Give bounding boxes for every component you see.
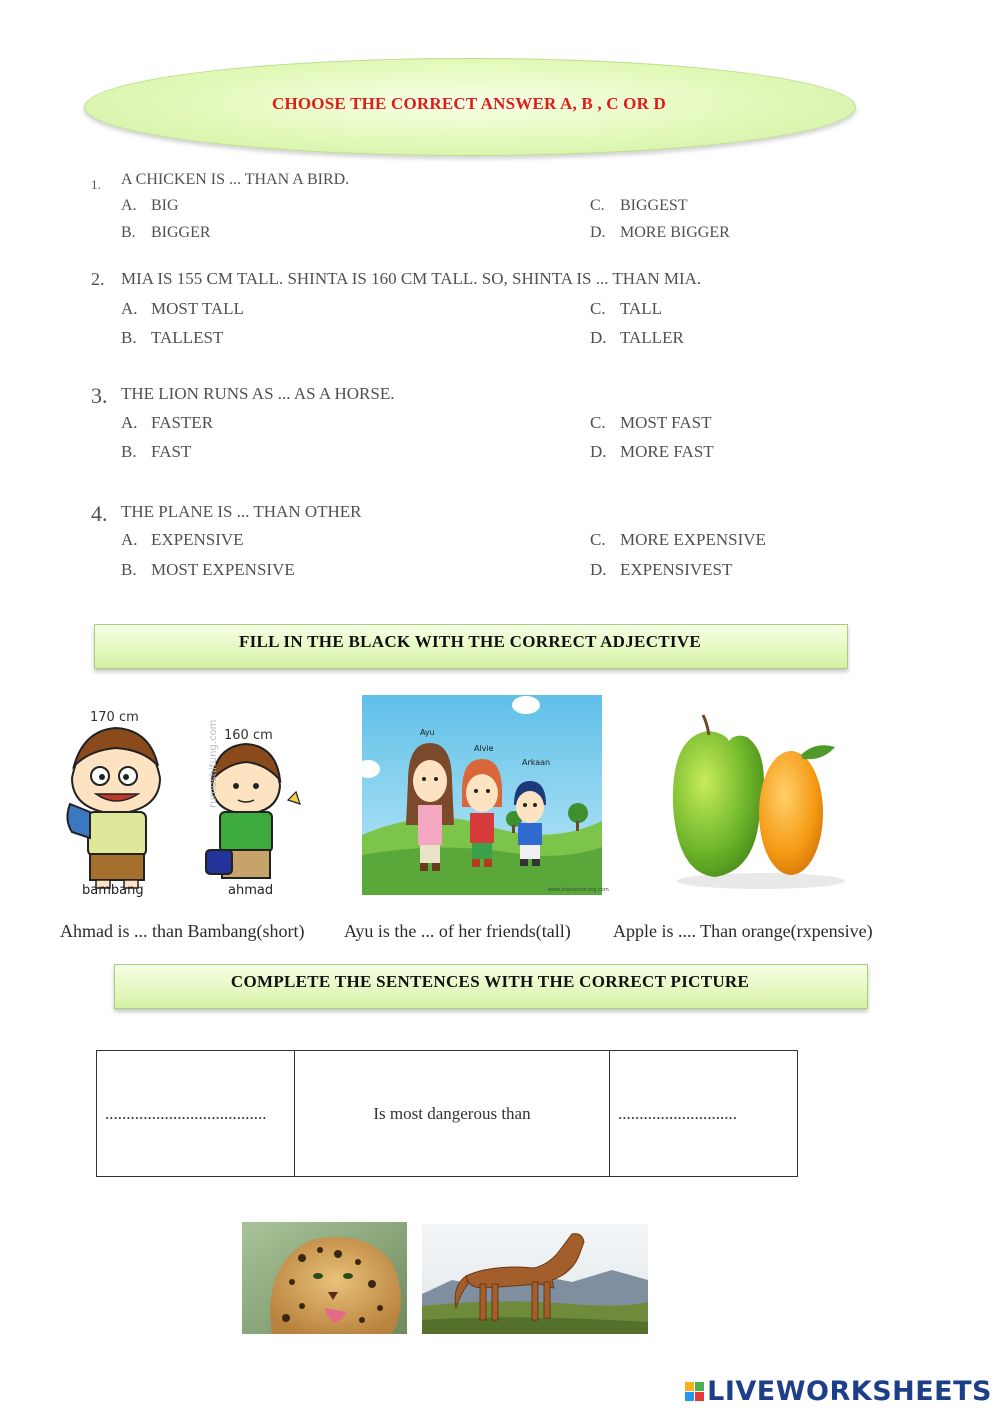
- blank-cell-left[interactable]: ......................................: [97, 1051, 295, 1176]
- watermark-text: rumushitung.com: [208, 719, 219, 808]
- friends-image: [362, 695, 609, 895]
- q3-option-a[interactable]: A. FASTER: [121, 413, 214, 432]
- q3-option-b[interactable]: B. FAST: [121, 442, 192, 461]
- horse-image[interactable]: [422, 1224, 648, 1334]
- alvie-label: Alvie: [474, 744, 494, 753]
- apple-orange-image: [663, 695, 845, 895]
- sentence-cell-middle: Is most dangerous than: [295, 1051, 610, 1176]
- q4-option-a[interactable]: A. EXPENSIVE: [121, 530, 244, 549]
- q2-option-b[interactable]: B. TALLEST: [121, 328, 224, 347]
- q4-option-b[interactable]: B. MOST EXPENSIVE: [121, 560, 295, 579]
- question-2-number: 2.: [91, 269, 105, 289]
- boys-height-image: [60, 700, 320, 900]
- caption-2: Ayu is the ... of her friends(tall): [344, 921, 571, 941]
- question-2-text: MIA IS 155 CM TALL. SHINTA IS 160 CM TALL. SO, SHINTA IS ... THAN MIA.: [121, 269, 702, 288]
- q3-option-c[interactable]: C. MOST FAST: [590, 413, 712, 432]
- ayu-label: Ayu: [420, 728, 435, 737]
- q4-option-c[interactable]: C. MORE EXPENSIVE: [590, 530, 766, 549]
- q1-option-d[interactable]: D. MORE BIGGER: [590, 224, 730, 241]
- q3-option-d[interactable]: D. MORE FAST: [590, 442, 714, 461]
- sentence-table: [96, 1050, 798, 1177]
- logo-mark-icon: [685, 1382, 704, 1401]
- question-1-number: 1.: [91, 177, 101, 192]
- section-2-title: FILL IN THE BLACK WITH THE CORRECT ADJECTIVE: [238, 632, 702, 651]
- q1-option-a[interactable]: A. BIG: [121, 197, 179, 214]
- bambang-label: bambang: [82, 883, 144, 898]
- q1-option-b[interactable]: B. BIGGER: [121, 224, 211, 241]
- question-4-number: 4.: [91, 501, 108, 526]
- question-3-text: THE LION RUNS AS ... AS A HORSE.: [121, 384, 395, 403]
- arkaan-label: Arkaan: [522, 758, 551, 767]
- question-3-number: 3.: [91, 383, 108, 408]
- image-credit: www.freevector.org.com: [548, 887, 609, 893]
- height-label-170: 170 cm: [90, 710, 139, 725]
- ahmad-label: ahmad: [228, 883, 274, 898]
- caption-1: Ahmad is ... than Bambang(short): [60, 921, 305, 941]
- caption-3: Apple is .... Than orange(rxpensive): [613, 921, 873, 941]
- q2-option-a[interactable]: A. MOST TALL: [121, 299, 244, 318]
- question-4-text: THE PLANE IS ... THAN OTHER: [121, 502, 362, 521]
- blank-cell-right[interactable]: ............................: [618, 1103, 737, 1123]
- question-1-text: A CHICKEN IS ... THAN A BIRD.: [121, 171, 350, 188]
- orange-shape: [759, 751, 823, 875]
- leopard-image[interactable]: [242, 1222, 407, 1334]
- section-3-title: COMPLETE THE SENTENCES WITH THE CORRECT PICTURE: [230, 972, 750, 991]
- q4-option-d[interactable]: D. EXPENSIVEST: [590, 560, 733, 579]
- page-title: CHOOSE THE CORRECT ANSWER A, B , C OR D: [271, 94, 666, 113]
- liveworksheets-logo: LIVEWORKSHEETS: [685, 1376, 992, 1407]
- q2-option-c[interactable]: C. TALL: [590, 299, 663, 318]
- q1-option-c[interactable]: C. BIGGEST: [590, 197, 688, 214]
- height-label-160: 160 cm: [224, 728, 273, 743]
- q2-option-d[interactable]: D. TALLER: [590, 328, 684, 347]
